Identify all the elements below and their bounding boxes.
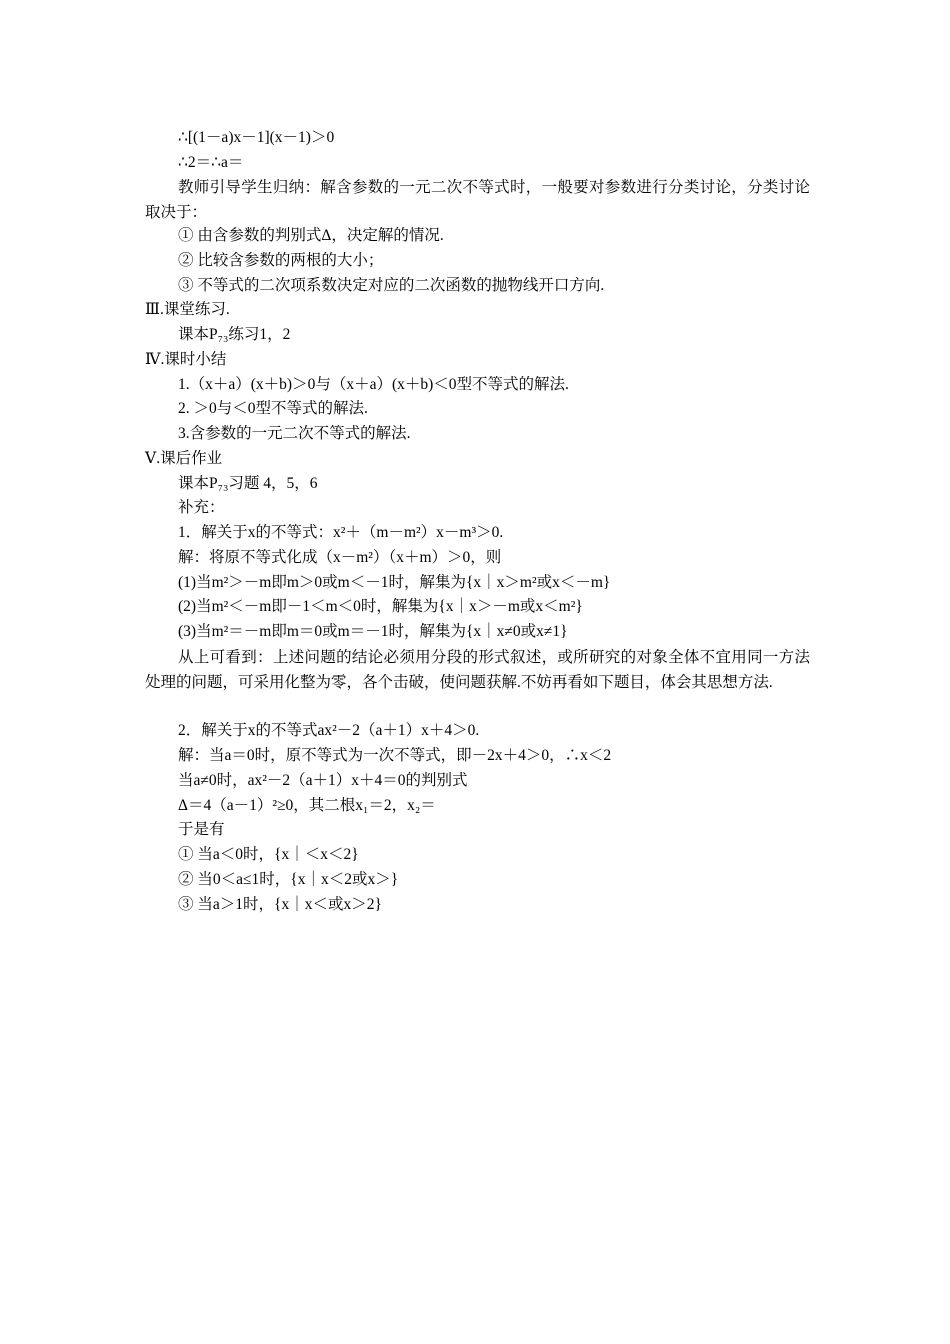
text-line: ② 比较含参数的两根的大小； [178,252,384,269]
text-line: ∴[(1－a)x－1](x－1)＞0 [178,129,335,146]
text-line: (2)当m²＜－m即－1＜m＜0时，解集为{x｜x＞－m或x＜m²} [178,598,583,615]
paragraph: 从上可看到：上述问题的结论必须用分段的形式叙述，或所研究的对象全体不宜用同一方法处理的问题，可采用化整为零，各个击破，使问题获解.不妨再看如下题目，体会其思想方法. [145,649,810,691]
text-line: (3)当m²＝－m即m＝0或m＝－1时，解集为{x｜x≠0或x≠1} [178,623,568,640]
text-line: 补充： [178,499,225,516]
text-line: 课本P₇₃习题 4，5，6 [178,475,318,492]
text-line: 1．解关于x的不等式：x²＋（m－m²）x－m³＞0. [178,524,504,541]
text-line: 2. ＞0与＜0型不等式的解法. [178,400,368,417]
text-line: 1.（x＋a）(x＋b)＞0与（x＋a）(x＋b)＜0型不等式的解法. [178,376,569,393]
text-line: 3.含参数的一元二次不等式的解法. [178,425,411,442]
text-line: ③ 当a＞1时，{x｜x＜或x＞2} [178,896,382,913]
text-line: 2．解关于x的不等式ax²－2（a＋1）x＋4＞0. [178,722,480,739]
text-line: ③ 不等式的二次项系数决定对应的二次函数的抛物线开口方向. [178,277,605,294]
text-line: 当a≠0时，ax²－2（a＋1）x＋4＝0的判别式 [178,772,468,789]
text-line: 解：将原不等式化成（x－m²）（x＋m）＞0，则 [178,549,502,566]
text-line: (1)当m²＞－m即m＞0或m＜－1时，解集为{x｜x＞m²或x＜－m} [178,574,611,591]
text-line: 解：当a＝0时，原不等式为一次不等式，即－2x＋4＞0，∴x＜2 [178,747,612,764]
text-line: ① 当a＜0时，{x｜＜x＜2} [178,846,359,863]
paragraph: 教师引导学生归纳：解含参数的一元二次不等式时，一般要对参数进行分类讨论，分类讨论取决于： [145,179,810,221]
text-line: Δ＝4（a－1）²≥0，其二根x₁＝2，x₂＝ [178,797,436,814]
section-heading: Ⅴ.课后作业 [145,450,223,467]
text-line: 课本P₇₃练习1，2 [178,326,291,343]
text-line: ② 当0＜a≤1时，{x｜x＜2或x＞} [178,871,399,888]
text-line: 于是有 [178,821,225,838]
section-heading: Ⅳ.课时小结 [145,351,227,368]
text-line: ① 由含参数的判别式Δ，决定解的情况. [178,227,444,244]
section-heading: Ⅲ.课堂练习. [145,301,230,318]
text-line: ∴2＝∴a＝ [178,154,244,171]
